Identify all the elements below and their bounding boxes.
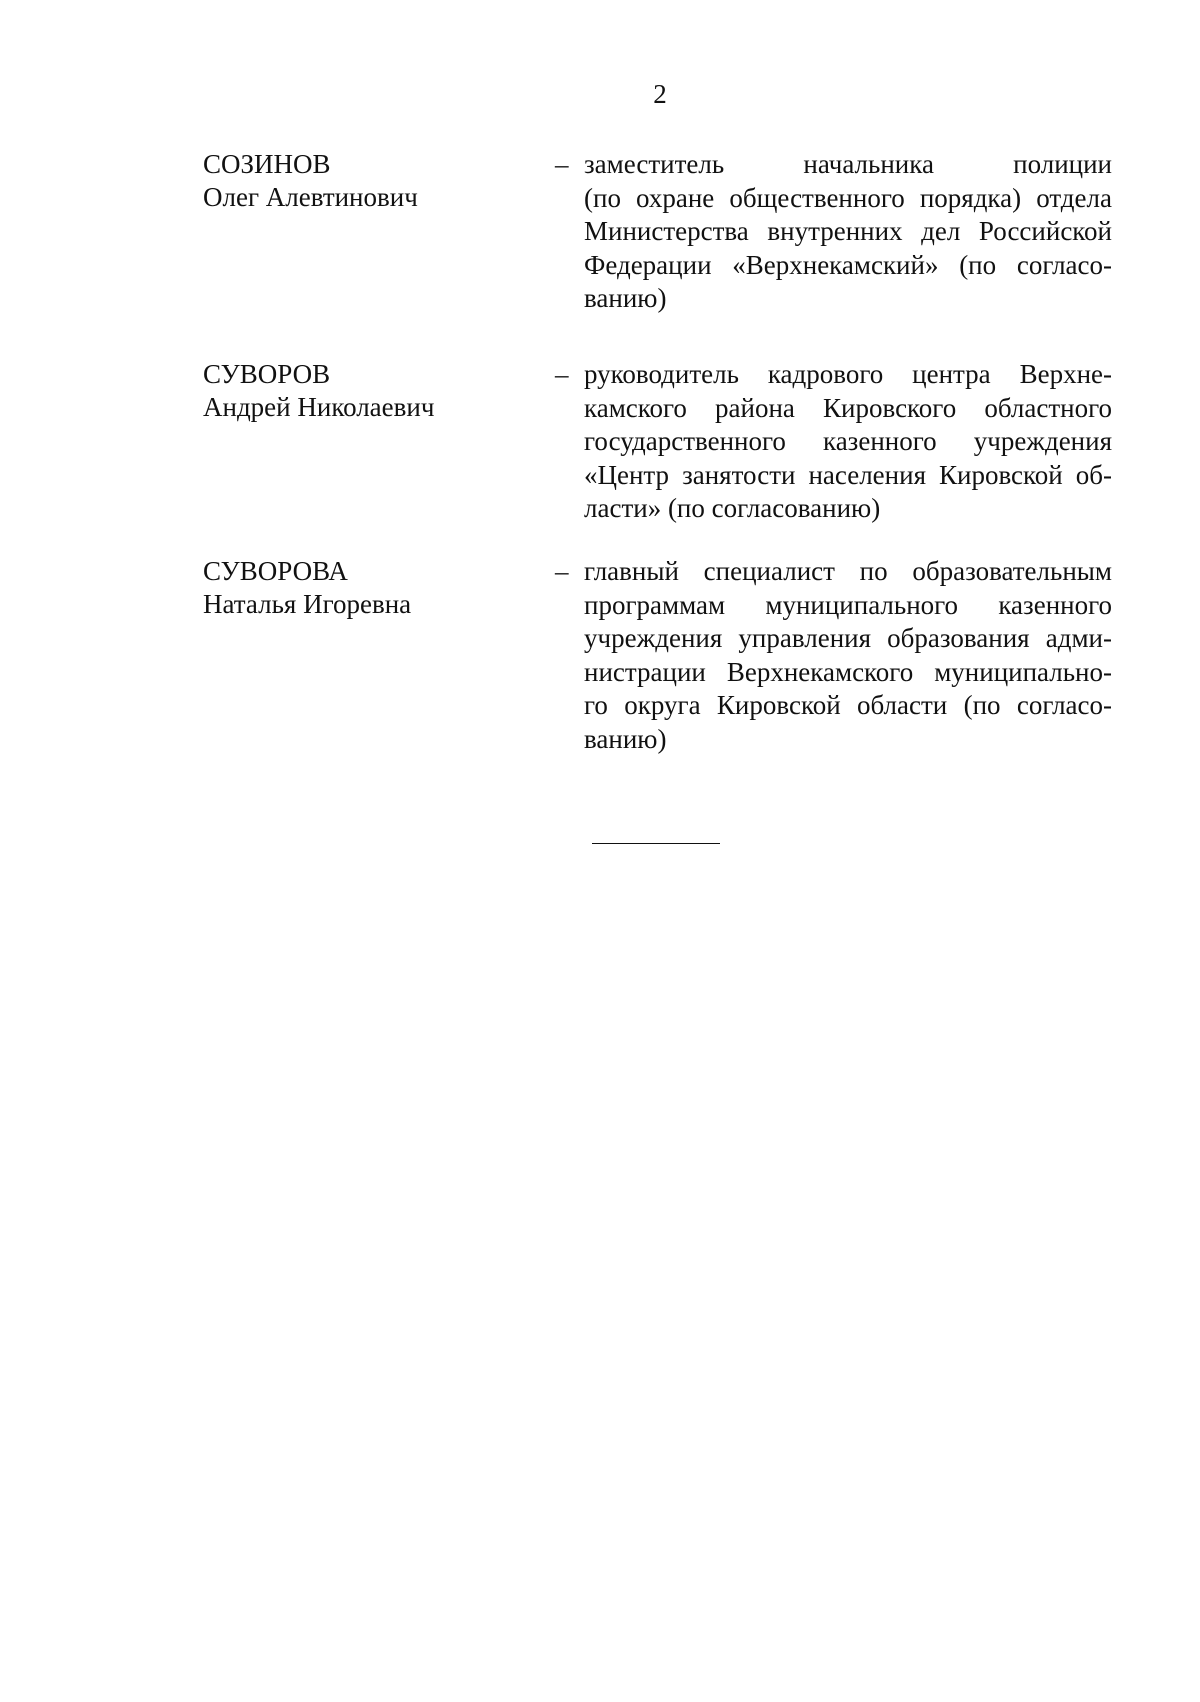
member-name <box>203 358 533 424</box>
position-line: учреждения управления образования адми- <box>584 623 1112 653</box>
position-line: Федерации «Верхнекамский» (по согласо- <box>584 249 1112 280</box>
position-line: нистрации Верхнекамского муниципально- <box>584 656 1112 687</box>
member-position <box>584 358 1112 526</box>
position-line: главный специалист по образовательным <box>584 556 1112 586</box>
member-surname: СУВОРОВ <box>203 359 331 389</box>
closing-rule <box>592 843 720 844</box>
position-line: ванию) <box>584 723 667 754</box>
page-number: 2 <box>653 79 667 109</box>
position-line: «Центр занятости населения Кировской об- <box>584 459 1112 490</box>
position-line: камского района Кировского областного <box>584 392 1112 423</box>
member-surname: СОЗИНОВ <box>203 149 331 179</box>
dash-separator: – <box>555 149 569 179</box>
position-line: заместитель начальника полиции <box>584 149 1112 179</box>
position-line: Министерства внутренних дел Российской <box>584 216 1112 246</box>
member-name <box>203 148 533 214</box>
position-line: государственного казенного учреждения <box>584 426 1112 456</box>
member-given-names: Андрей Николаевич <box>203 392 435 422</box>
dash-separator: – <box>555 556 569 586</box>
position-line: ласти» (по согласованию) <box>584 493 881 523</box>
position-line: программам муниципального казенного <box>584 589 1112 620</box>
position-line: (по охране общественного порядка) отдела <box>584 182 1112 213</box>
position-line: го округа Кировской области (по согласо- <box>584 690 1112 720</box>
member-given-names: Наталья Игоревна <box>203 589 412 619</box>
position-line: ванию) <box>584 283 667 313</box>
dash-separator: – <box>555 359 569 389</box>
member-surname: СУВОРОВА <box>203 556 348 586</box>
position-line: руководитель кадрового центра Верхне- <box>584 359 1112 389</box>
member-position <box>584 555 1112 756</box>
member-name <box>203 555 533 621</box>
member-position <box>584 148 1112 316</box>
member-given-names: Олег Алевтинович <box>203 182 418 212</box>
